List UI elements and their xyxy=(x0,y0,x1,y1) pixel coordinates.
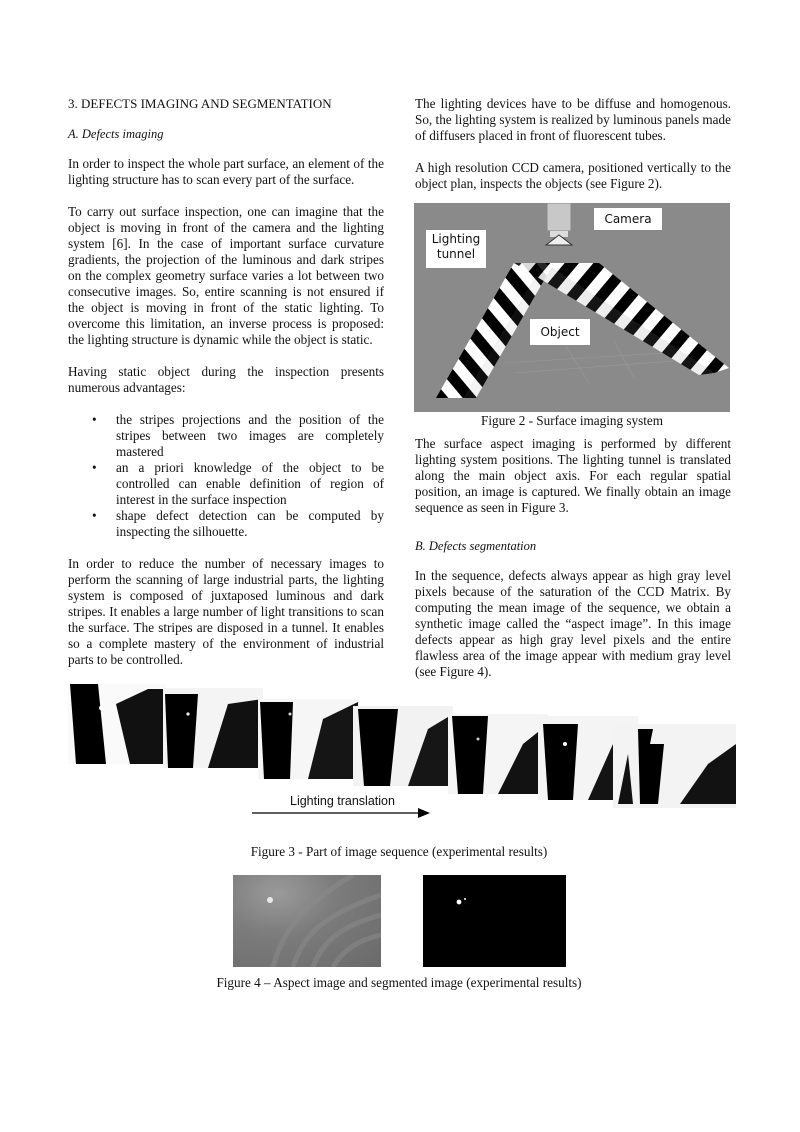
object-label: Object xyxy=(530,319,590,345)
lighting-translation-label: Lighting translation xyxy=(290,794,395,808)
paragraph: To carry out surface inspection, one can imagine that the object is moving in front of the camera and the lighting system [6]. In the case of important surface curvature gradients, the projection of the luminous and dark stripes on the complex geometry surface varies a lot between two consecutive images. So, entire scanning is not ensured if the object is moving in front of the static lighting. To overcome this limitation, an inverse process is proposed: the lighting structure is dynamic while the object is static. xyxy=(68,204,384,347)
paragraph: In order to inspect the whole part surface, an element of the lighting structure has to scan every part of the surface. xyxy=(68,156,384,187)
list-item: • an a priori knowledge of the object to be controlled can enable definition of region of interest in the surface inspection xyxy=(68,460,384,508)
figure-2-caption: Figure 2 - Surface imaging system xyxy=(480,413,664,428)
camera-label: Camera xyxy=(594,208,662,230)
figure-3-image-sequence xyxy=(68,684,736,808)
paragraph: The surface aspect imaging is performed by different lighting system positions. The lighting tunnel is translated along the main object axis. For each regular spatial position, an image is captured. We finally obtain an image sequence as seen in Figure 3. xyxy=(415,436,731,515)
translation-arrow xyxy=(252,806,432,820)
segmented-image xyxy=(423,875,566,967)
paragraph: In the sequence, defects always appear as high gray level pixels because of the saturation of the CCD Matrix. By computing the mean image of the sequence, we obtain a synthetic image called the “aspect image”. In this image defects appear as high gray level pixels and the entire flawless area of the image appear with medium gray level (see Figure 4). xyxy=(415,568,731,679)
section-heading: 3. DEFECTS IMAGING AND SEGMENTATION xyxy=(68,96,332,111)
right-column-bottom xyxy=(415,436,731,680)
subsection-heading-b: B. Defects segmentation xyxy=(415,539,537,553)
subsection-heading-a: A. Defects imaging xyxy=(68,127,164,141)
right-column-top xyxy=(415,96,731,192)
paragraph: In order to reduce the number of necessary images to perform the scanning of large industrial parts, the lighting system is composed of juxtaposed luminous and dark stripes. It enables a large number of light transitions to scan the surface. The stripes are disposed in a tunnel. It enables so a complete mastery of the environment of industrial parts to be controlled. xyxy=(68,556,384,667)
list-item: • shape defect detection can be computed by inspecting the silhouette. xyxy=(68,508,384,540)
advantages-list xyxy=(68,412,384,540)
lighting-tunnel-label: Lighting tunnel xyxy=(426,230,486,268)
aspect-image xyxy=(233,875,381,967)
figure-3-caption: Figure 3 - Part of image sequence (experimental results) xyxy=(250,844,548,859)
paragraph: A high resolution CCD camera, positioned vertically to the object plan, inspects the objects (see Figure 2). xyxy=(415,160,731,191)
figure-2-surface-imaging xyxy=(414,203,730,412)
paragraph: Having static object during the inspection presents numerous advantages: xyxy=(68,364,384,395)
left-column xyxy=(68,96,384,668)
paragraph: The lighting devices have to be diffuse and homogenous. So, the lighting system is realized by luminous panels made of diffusers placed in front of fluorescent tubes. xyxy=(415,96,731,143)
image-sequence-strip xyxy=(68,684,736,808)
list-item: • the stripes projections and the position of the stripes between two images are completely mastered xyxy=(68,412,384,460)
figure-4-caption: Figure 4 – Aspect image and segmented image (experimental results) xyxy=(216,975,582,990)
